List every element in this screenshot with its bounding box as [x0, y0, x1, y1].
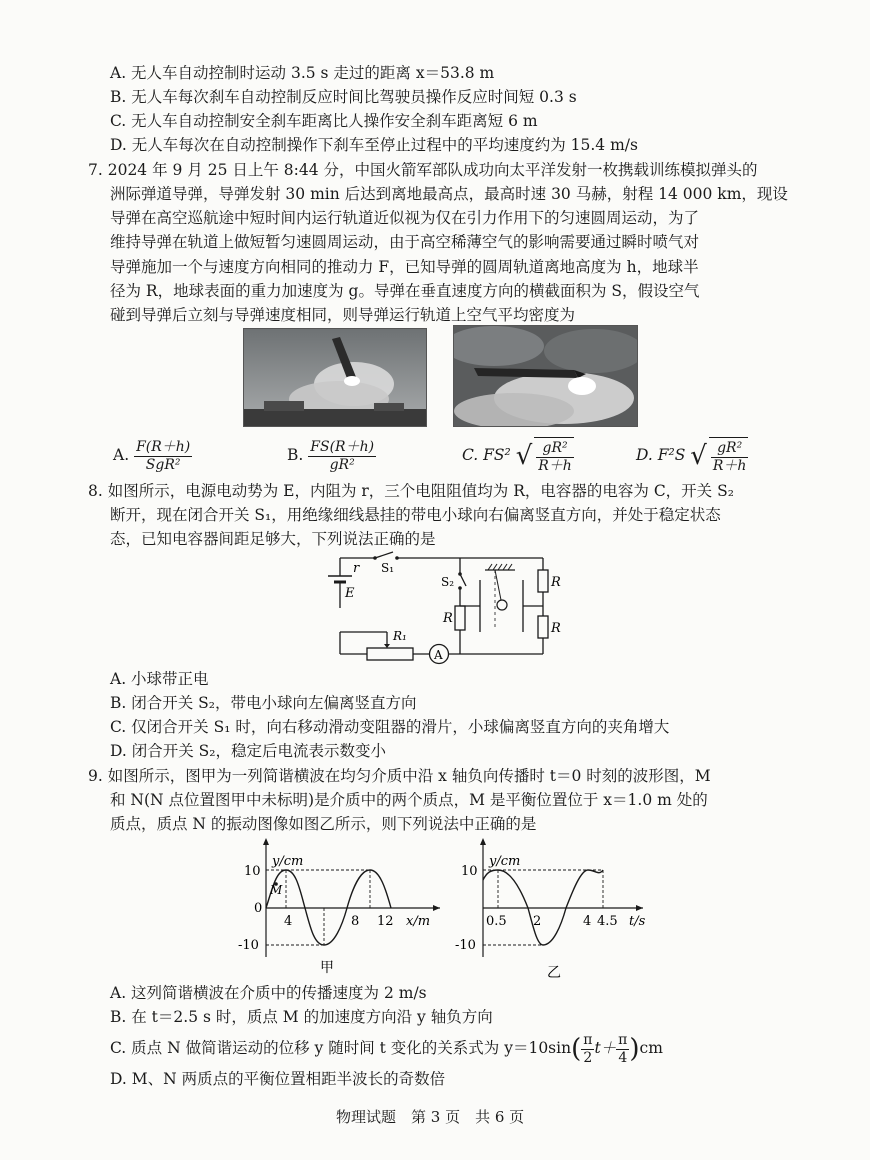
graph-yi-xlabel: t/s: [629, 914, 646, 929]
graph-jia-xtick-4: 4: [284, 914, 293, 929]
q7-option-d-fraction: [711, 440, 749, 475]
q9-option-a: A. 这列简谐横波在介质中的传播速度为 2 m/s: [110, 984, 427, 1002]
graph-yi-caption: 乙: [547, 965, 561, 981]
q9-option-c-frac-a-num: π: [583, 1031, 593, 1048]
label-R-bottom: R: [551, 621, 561, 636]
graph-jia-xtick-8: 8: [351, 914, 360, 929]
q9-option-c-mid: t＋: [594, 1039, 617, 1057]
label-R-left: R: [443, 611, 453, 626]
q8-option-c: C. 仅闭合开关 S₁ 时，向右移动滑动变阻器的滑片，小球偏离竖直方向的夹角增大: [110, 718, 670, 736]
q9-line-3: 质点，质点 N 的振动图像如图乙所示，则下列说法中正确的是: [110, 815, 537, 833]
label-A: A: [434, 648, 443, 662]
q7-option-d: [636, 436, 748, 474]
graph-yi-xtick-4-5: 4.5: [597, 914, 618, 929]
graph-jia-ylabel: y/cm: [272, 854, 304, 869]
q6-option-c: C. 无人车自动控制安全刹车距离比人操作安全刹车距离短 6 m: [110, 112, 538, 130]
q6-option-b: B. 无人车每次刹车自动控制反应时间比驾驶员操作反应时间短 0.3 s: [110, 88, 577, 106]
graph-jia-xtick-12: 12: [377, 914, 394, 929]
q7-option-c: [462, 436, 574, 474]
q9-option-b: B. 在 t＝2.5 s 时，质点 M 的加速度方向沿 y 轴负方向: [110, 1008, 493, 1026]
label-E: E: [345, 586, 355, 601]
label-r: r: [353, 561, 360, 576]
q7-option-a-denominator: SgR²: [145, 456, 181, 473]
q8-option-b: B. 闭合开关 S₂，带电小球向左偏离竖直方向: [110, 694, 417, 712]
missile-launch-photo: [243, 328, 427, 427]
graph-yi-ylabel: y/cm: [489, 854, 521, 869]
q7-option-b-fraction: [308, 439, 376, 474]
label-S1: S₁: [381, 561, 395, 575]
q9-line-2: 和 N(N 点位置图甲中未标明)是介质中的两个质点，M 是平衡位置位于 x＝1.0 m 处的: [110, 791, 708, 809]
q9-option-c: C. 质点 N 做简谐运动的位移 y 随时间 t 变化的关系式为 y＝10sin( $\frac{\pi}{2}$ t＋ $\frac{\pi}{4}$ )cm: [110, 1031, 663, 1066]
q7-option-b-numerator: FS(R＋h): [310, 438, 375, 455]
q6-option-d: D. 无人车每次在自动控制操作下刹车至停止过程中的平均速度约为 15.4 m/s: [110, 136, 638, 154]
q9-option-c-frac-b-num: π: [618, 1031, 628, 1048]
q8-option-a: A. 小球带正电: [110, 670, 209, 688]
graph-yi-xtick-2: 2: [533, 914, 542, 929]
wave-graph-jia: [228, 832, 448, 977]
q7-option-a-label: A.: [113, 446, 130, 464]
q7-line-4: 维持导弹在轨道上做短暂匀速圆周运动，由于高空稀薄空气的影响需要通过瞬时喷气对: [110, 233, 700, 251]
q7-option-b: [287, 436, 376, 474]
q6-option-a: A. 无人车自动控制时运动 3.5 s 走过的距离 x＝53.8 m: [110, 64, 495, 82]
q9-option-c-unit: cm: [639, 1039, 663, 1057]
q7-option-c-fraction: [536, 440, 574, 475]
q9-line-1: 9. 如图所示，图甲为一列简谐横波在均匀介质中沿 x 轴负向传播时 t＝0 时刻的波形图，M: [88, 767, 711, 785]
graph-yi-xtick-0-5: 0.5: [486, 914, 507, 929]
q7-line-1: 7. 2024 年 9 月 25 日上午 8:44 分，中国火箭军部队成功向太平洋发射一枚携载训练模拟弹头的: [88, 161, 758, 179]
sqrt-sign-icon: √: [690, 441, 707, 471]
q7-line-2: 洲际弹道导弹，导弹发射 30 min 后达到离地最高点，最高时速 30 马赫，射程 14 000 km，现设: [110, 185, 788, 203]
q7-line-3: 导弹在高空巡航途中短时间内运行轨道近似视为仅在引力作用下的匀速圆周运动，为了: [110, 209, 700, 227]
sqrt-sign-icon: √: [515, 441, 533, 471]
missile-flight-photo: [453, 325, 638, 427]
q7-option-b-label: B.: [287, 446, 304, 464]
graph-yi-xtick-4: 4: [583, 914, 592, 929]
q9-option-d: D. M、N 两质点的平衡位置相距半波长的奇数倍: [110, 1070, 446, 1088]
graph-jia-label-M: M: [270, 883, 283, 897]
q7-option-a-numerator: F(R＋h): [136, 438, 191, 455]
q7-option-d-denominator: R＋h: [712, 458, 747, 474]
page-footer: 物理试题 第 3 页 共 6 页: [336, 1108, 525, 1126]
q9-option-c-frac-b: [616, 1032, 629, 1067]
q7-option-b-denominator: gR²: [329, 456, 355, 473]
q7-line-7: 碰到导弹后立刻与导弹速度相同，则导弹运行轨道上空气平均密度为: [110, 306, 576, 324]
q8-line-1: 8. 如图所示，电源电动势为 E，内阻为 r，三个电阻阻值均为 R，电容器的电容为 C，开关 S₂: [88, 482, 734, 500]
q7-option-c-denominator: R＋h: [538, 458, 572, 474]
q9-option-c-frac-a-den: 2: [583, 1049, 593, 1066]
vibration-graph-yi: [453, 832, 653, 982]
q9-option-c-frac-a: [581, 1032, 594, 1067]
q9-option-c-text: C. 质点 N 做简谐运动的位移 y 随时间 t 变化的关系式为 y＝10sin: [110, 1039, 572, 1057]
q7-option-d-numerator: gR²: [711, 440, 749, 458]
label-S2: S₂: [441, 575, 455, 589]
q7-option-a: [113, 436, 192, 474]
graph-jia-xlabel: x/m: [406, 914, 431, 929]
q7-option-c-label: C. FS²: [462, 446, 511, 464]
q7-option-a-fraction: [134, 439, 192, 474]
graph-jia-caption: 甲: [320, 960, 334, 976]
q8-option-d: D. 闭合开关 S₂，稳定后电流表示数变小: [110, 742, 386, 760]
graph-jia-ytick-10: 10: [244, 864, 261, 879]
q7-line-6: 径为 R，地球表面的重力加速度为 g。导弹在垂直速度方向的横截面积为 S，假设空气: [110, 282, 700, 300]
q7-option-c-numerator: gR²: [536, 440, 574, 458]
q9-option-c-frac-b-den: 4: [618, 1049, 628, 1066]
graph-yi-ytick-10: 10: [461, 864, 478, 879]
label-R-top: R: [551, 575, 561, 590]
graph-jia-ytick-neg10: -10: [238, 938, 259, 953]
graph-jia-origin: 0: [254, 901, 263, 916]
q8-line-3: 态，已知电容器间距足够大，下列说法正确的是: [110, 530, 436, 548]
q8-line-2: 断开，现在闭合开关 S₁，用绝缘细线悬挂的带电小球向右偏离竖直方向，并处于稳定状态: [110, 506, 721, 524]
graph-yi-ytick-neg10: -10: [455, 938, 476, 953]
label-R1: R₁: [393, 629, 407, 643]
q7-line-5: 导弹施加一个与速度方向相同的推动力 F，已知导弹的圆周轨道离地高度为 h，地球半: [110, 258, 699, 276]
circuit-diagram: [325, 550, 575, 670]
q7-option-d-label: D. F²S: [636, 446, 686, 464]
